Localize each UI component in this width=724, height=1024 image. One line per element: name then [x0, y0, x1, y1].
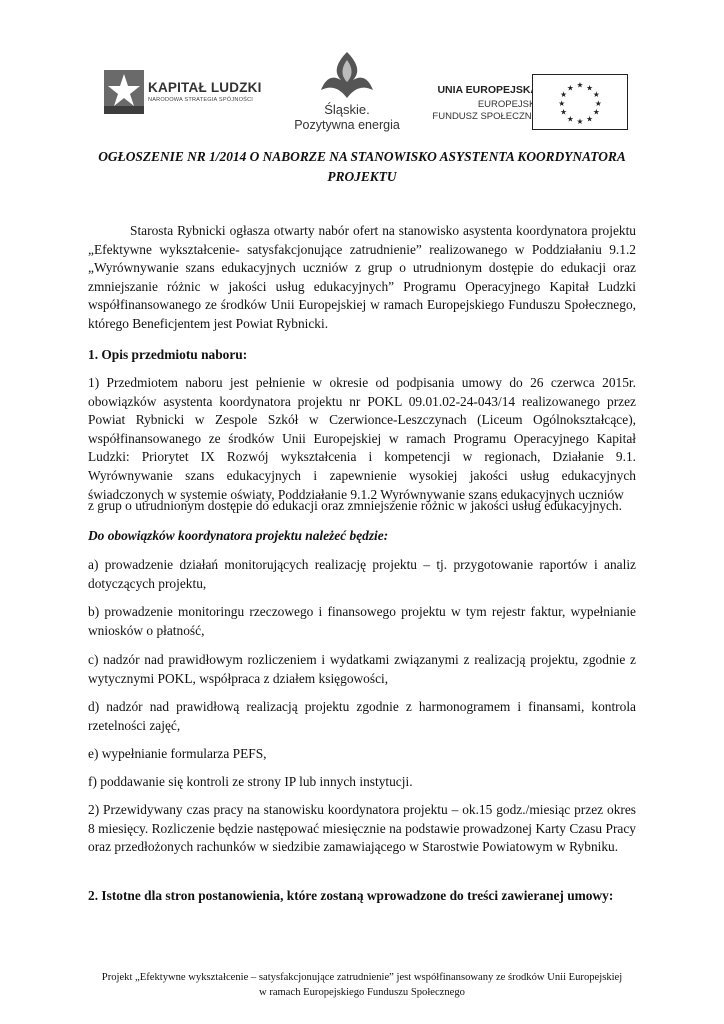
eu-fund-line2: FUNDUSZ SPOŁECZNY [432, 111, 538, 122]
eu-logo [428, 74, 628, 134]
kapital-ludzki-subtitle: NARODOWA STRATEGIA SPÓJNOŚCI [148, 97, 254, 103]
eu-title: UNIA EUROPEJSKA [437, 84, 538, 96]
eu-flag-icon [532, 74, 628, 130]
svg-text:★: ★ [560, 107, 568, 117]
slaskie-wave-icon [317, 50, 377, 100]
eu-fund-line1: EUROPEJSKI [477, 99, 538, 110]
svg-text:★: ★ [566, 83, 574, 93]
duty-b: b) prowadzenie monitoringu rzeczowego i finansowego projektu w tym rejestr faktur, wypełnianie wniosków o płatność, [88, 604, 636, 638]
svg-text:★: ★ [576, 117, 584, 127]
svg-text:★: ★ [592, 107, 600, 117]
duty-d: d) nadzór nad prawidłową realizacją projektu zgodnie z harmonogramem i finansami, kontrola rzetelności zajęć, [88, 699, 636, 733]
section1-heading: 1. Opis przedmiotu naboru: [88, 347, 248, 362]
kapital-ludzki-title: KAPITAŁ LUDZKI [148, 80, 262, 95]
svg-text:★: ★ [586, 114, 594, 124]
page-footer [70, 970, 654, 1000]
duty-a: a) prowadzenie działań monitorujących realizację projektu – tj. przygotowanie raportów i analiz dotyczących projektu, [88, 557, 636, 591]
slaskie-subtitle: Pozytywna energia [294, 118, 400, 132]
footer-line-1: Projekt „Efektywne wykształcenie – satysfakcjonujące zatrudnienie” jest współfinansowany ze środków Unii Europejskiej [101, 972, 623, 983]
intro-paragraph: Starosta Rybnicki ogłasza otwarty nabór ofert na stanowisko asystenta koordynatora projektu „Efektywne wykształcenie- satysfakcjonujące zatrudnienie” realizowanego w Poddziałaniu 9.1.2 „Wyrównywanie szans edukacyjnych uczniów z grup o utrudnionym dostępie do edukacji oraz zmniejszanie różnic w jakości usług edukacyjnych” Programu Operacyjnego Kapitał Ludzki współfinansowanego ze środków Unii Europejskiej w ramach Europejskiego Funduszu Społecznego, którego Beneficjentem jest Powiat Rybnicki. [88, 223, 636, 331]
svg-text:★: ★ [566, 114, 574, 124]
paragraph-1: 1) Przedmiotem naboru jest pełnienie w okresie od podpisania umowy do 26 czerwca 2015r. obowiązków asystenta koordynatora projektu nr POKL 09.01.02-24-043/14 realizowanego przez Powiat Rybnicki w Zespole Szkół w Czerwionce-Leszczynach (Liceum Ogólnokształcące), współfinansowanego ze środków Unii Europejskiej w ramach Programu Operacyjnego Kapitał Ludzki: Priorytet IX Rozwój wykształcenia i kompetencji w regionach, Działanie 9.1. Wyrównywanie szans edukacyjnych i zapewnienie wysokiej jakości usług edukacyjnych świadczonych w systemie oświaty, Poddziałanie 9.1.2 Wyrównywanie szans edukacyjnych uczniów [88, 375, 636, 502]
svg-text:★: ★ [586, 83, 594, 93]
svg-text:★: ★ [560, 90, 568, 100]
kapital-ludzki-logo [104, 70, 274, 114]
paragraph-1-last-line: z grup o utrudnionym dostępie do edukacji oraz zmniejszenie różnic w jakości usług edukacyjnych. [88, 498, 622, 513]
duty-e: e) wypełnianie formularza PEFS, [88, 746, 267, 761]
duty-c: c) nadzór nad prawidłowym rozliczeniem i wydatkami związanymi z realizacją projektu, zgodnie z wytycznymi POKL, współpraca z działem księgowości, [88, 652, 636, 686]
document-title: OGŁOSZENIE NR 1/2014 O NABORZE NA STANOWISKO ASYSTENTA KOORDYNATORA PROJEKTU [98, 149, 626, 184]
slaskie-title: Śląskie. [324, 102, 370, 117]
section2-heading: 2. Istotne dla stron postanowienia, które zostaną wprowadzone do treści zawieranej umowy: [88, 888, 614, 903]
duties-heading: Do obowiązków koordynatora projektu należeć będzie: [88, 528, 389, 543]
paragraph-2: 2) Przewidywany czas pracy na stanowisku koordynatora projektu – ok.15 godz./miesiąc przez okres 8 miesięcy. Rozliczenie będzie następować miesięcznie na podstawie prowadzonej Karty Czasu Pracy oraz przedłożonych rachunków w siedzibie zamawiającego w Starostwie Powiatowym w Rybniku. [88, 802, 636, 855]
kapital-ludzki-star-icon [104, 70, 144, 114]
svg-text:★: ★ [592, 90, 600, 100]
footer-line-2: w ramach Europejskiego Funduszu Społecznego [259, 987, 465, 998]
duty-f: f) poddawanie się kontroli ze strony IP lub innych instytucji. [88, 774, 413, 789]
slaskie-logo [287, 50, 407, 140]
svg-text:★: ★ [576, 80, 584, 90]
logo-header [0, 0, 724, 140]
svg-text:★: ★ [558, 98, 566, 108]
svg-text:★: ★ [594, 98, 602, 108]
